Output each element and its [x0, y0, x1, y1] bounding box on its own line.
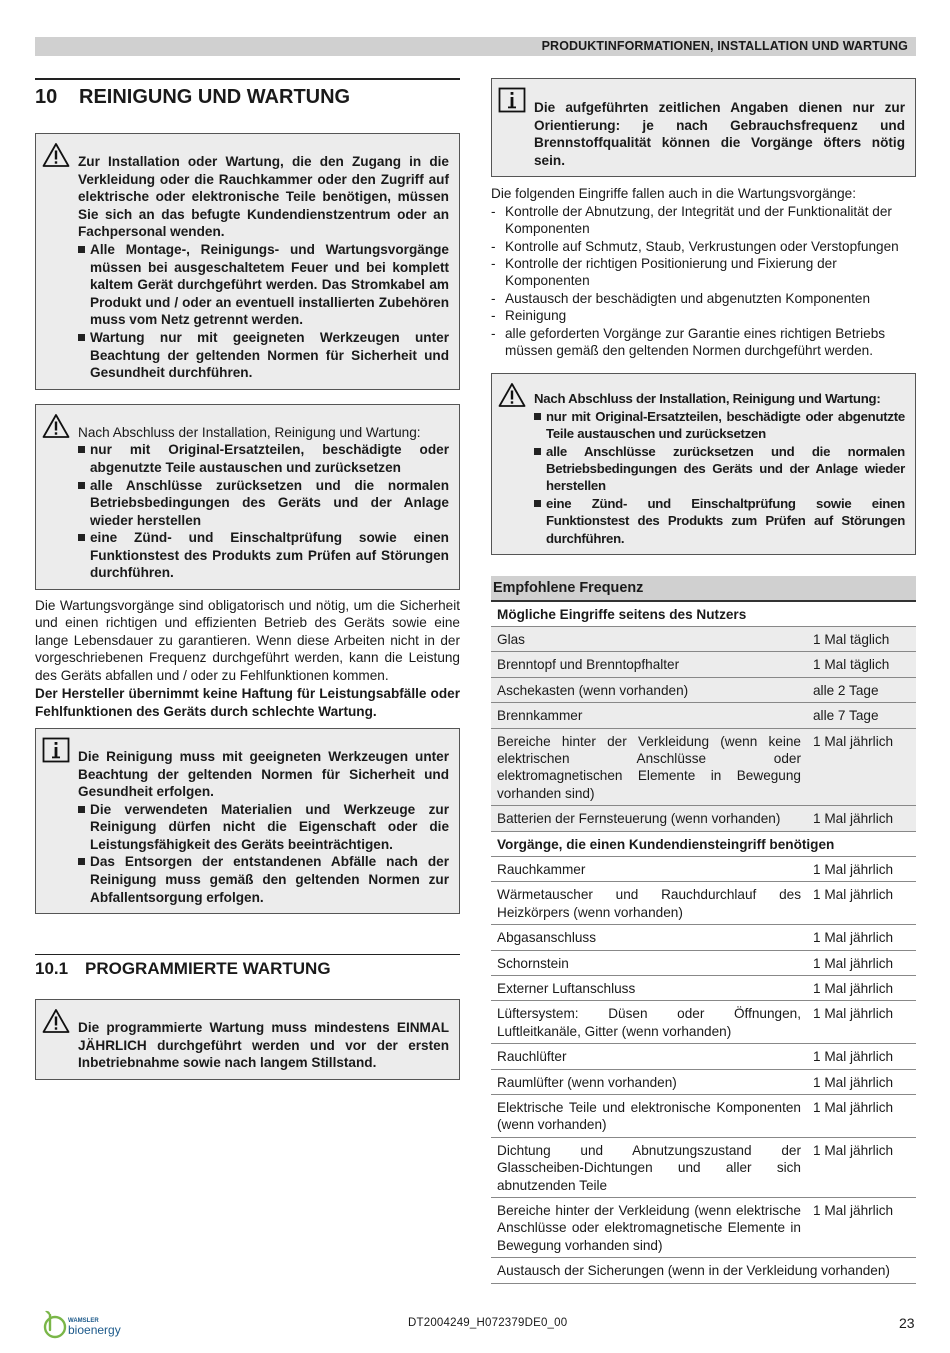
list-item: - Austausch der beschädigten und abgenutzten Komponenten [491, 290, 916, 307]
page-number: 23 [899, 1315, 915, 1331]
warning-icon [498, 382, 526, 408]
warning-intro: Nach Abschluss der Installation, Reinigung und Wartung: [78, 424, 421, 440]
table-row [491, 728, 916, 806]
subsection-heading [35, 954, 460, 979]
task-cell: Brennkammer [491, 703, 807, 728]
task-cell: Austausch der Sicherungen (wenn in der Verkleidung vorhanden) [491, 1258, 916, 1283]
task-cell: Raumlüfter (wenn vorhanden) [491, 1069, 807, 1094]
frequency-cell: 1 Mal jährlich [807, 976, 916, 1001]
task-cell: Elektrische Teile und elektronische Komponenten (wenn vorhanden) [491, 1095, 807, 1138]
logo-name: bioenergy [68, 1323, 121, 1337]
frequency-cell: alle 7 Tage [807, 703, 916, 728]
right-column [491, 78, 916, 1284]
warning-text: Die programmierte Wartung muss mindestens EINMAL JÄHRLICH durchgeführt werden und vor der ersten Inbetriebnahme sowie nach langem Stillstand. [78, 1020, 449, 1071]
warning-box [35, 133, 460, 390]
header-bar [35, 37, 916, 56]
warning-icon [42, 413, 70, 439]
table-row [491, 1258, 916, 1283]
table-group-heading: Vorgänge, die einen Kundendiensteingriff benötigen [491, 831, 916, 856]
list-item: nur mit Original-Ersatzteilen, beschädigte oder abgenutzte Teile austauschen und zurücksetzen [534, 408, 905, 443]
list-item: Die verwendeten Materialien und Werkzeuge zur Reinigung dürfen nicht die Eigenschaft oder die Leistungsfähigkeit des Geräts beeinträchtigen. [78, 801, 449, 854]
task-cell: Brenntopf und Brenntopfhalter [491, 652, 807, 677]
table-row [491, 677, 916, 702]
wamsler-bioenergy-logo [42, 1310, 132, 1340]
frequency-cell: 1 Mal jährlich [807, 925, 916, 950]
task-cell: Lüftersystem: Düsen oder Öffnungen, Luftleitkanäle, Gitter (wenn vorhanden) [491, 1001, 807, 1044]
warning-list [78, 241, 449, 382]
task-cell: Schornstein [491, 950, 807, 975]
warning-icon [42, 142, 70, 168]
maintenance-list [491, 203, 916, 360]
table-row [491, 703, 916, 728]
info-icon [42, 737, 70, 763]
frequency-cell: 1 Mal jährlich [807, 806, 916, 831]
task-cell: Glas [491, 626, 807, 651]
table-header: Empfohlene Frequenz [491, 576, 916, 600]
subsection-title: PROGRAMMIERTE WARTUNG [85, 959, 331, 979]
info-box [35, 728, 460, 914]
warning-icon [42, 1008, 70, 1034]
list-item: - Kontrolle der richtigen Positionierung und Fixierung der Komponenten [491, 255, 916, 290]
table-row [491, 950, 916, 975]
list-item: nur mit Original-Ersatzteilen, beschädigte oder abgenutzte Teile austauschen und zurücksetzen [78, 441, 449, 476]
table-row [491, 976, 916, 1001]
document-code: DT2004249_H072379DE0_00 [408, 1317, 568, 1329]
frequency-cell: 1 Mal jährlich [807, 1044, 916, 1069]
list-item: eine Zünd- und Einschaltprüfung sowie einen Funktionstest des Produkts zum Prüfen auf Störungen durchführen. [534, 495, 905, 547]
frequency-cell: 1 Mal jährlich [807, 1069, 916, 1094]
task-cell: Bereiche hinter der Verkleidung (wenn elektrische Anschlüsse oder elektromagnetische Elemente in Bewegung vorhanden sind) [491, 1198, 807, 1258]
table-row [491, 1001, 916, 1044]
list-intro: Die folgenden Eingriffe fallen auch in die Wartungsvorgänge: [491, 186, 856, 202]
liability-note: Der Hersteller übernimmt keine Haftung für Leistungsabfälle oder Fehlfunktionen des Geräts durch schlechte Wartung. [35, 686, 460, 719]
frequency-cell: 1 Mal täglich [807, 626, 916, 651]
maintenance-paragraph: Die Wartungsvorgänge sind obligatorisch und nötig, um die Sicherheit und einen richtigen und effizienten Betrieb des Geräts sowie eine lange Lebensdauer zu garantieren. Wenn diese Arbeiten nicht in der vorgeschriebenen Frequenz durchgeführt werden, kann die Leistung des Geräts abfallen und / oder zu Fehlfunktionen kommen. [35, 598, 460, 683]
task-cell: Wärmetauscher und Rauchdurchlauf des Heizkörpers (wenn vorhanden) [491, 882, 807, 925]
list-item: - Kontrolle der Abnutzung, der Integrität und der Funktionalität der Komponenten [491, 203, 916, 238]
task-cell: Aschekasten (wenn vorhanden) [491, 677, 807, 702]
list-item: Wartung nur mit geeigneten Werkzeugen unter Beachtung der geltenden Normen für Sicherheit und Gesundheit durchführen. [78, 329, 449, 382]
task-cell: Dichtung und Abnutzungszustand der Glasscheiben-Dichtungen und aller sich abnutzenden Teile [491, 1137, 807, 1197]
table-group-heading: Mögliche Eingriffe seitens des Nutzers [491, 601, 916, 627]
logo-brand: WAMSLER [68, 1318, 99, 1324]
table-row [491, 626, 916, 651]
frequency-cell: 1 Mal jährlich [807, 856, 916, 881]
table-row [491, 1069, 916, 1094]
subsection-number: 10.1 [35, 959, 69, 979]
list-item: - Kontrolle auf Schmutz, Staub, Verkrustungen oder Verstopfungen [491, 238, 916, 255]
frequency-cell: 1 Mal täglich [807, 652, 916, 677]
info-text: Die aufgeführten zeitlichen Angaben dienen nur zur Orientierung: je nach Gebrauchsfrequenz und Brennstoffqualität können die Vorgänge öfters nötig sein. [534, 100, 905, 168]
table-row [491, 652, 916, 677]
task-cell: Bereiche hinter der Verkleidung (wenn keine elektrischen Anschlüsse oder elektromagnetischen Elemente in Bewegung vorhanden sind) [491, 728, 807, 806]
frequency-cell: alle 2 Tage [807, 677, 916, 702]
frequency-cell: 1 Mal jährlich [807, 950, 916, 975]
warning-intro: Nach Abschluss der Installation, Reinigung und Wartung: [534, 391, 881, 407]
table-row [491, 1137, 916, 1197]
table-row [491, 1095, 916, 1138]
table-row [491, 882, 916, 925]
frequency-cell: 1 Mal jährlich [807, 1001, 916, 1044]
section-number: 10 [35, 86, 58, 108]
frequency-cell: 1 Mal jährlich [807, 728, 916, 806]
task-cell: Abgasanschluss [491, 925, 807, 950]
warning-box [35, 999, 460, 1080]
task-cell: Batterien der Fernsteuerung (wenn vorhanden) [491, 806, 807, 831]
warning-intro: Zur Installation oder Wartung, die den Zugang in die Verkleidung oder die Rauchkammer oder den Zugriff auf elektrische oder elektronische Teile benötigen, müssen Sie sich an das befugte Kundendienstzentrum oder an Fachpersonal wenden. [78, 154, 449, 240]
table-row [491, 1198, 916, 1258]
info-icon [498, 87, 526, 113]
warning-box [35, 404, 460, 590]
frequency-cell: 1 Mal jährlich [807, 1137, 916, 1197]
warning-list [534, 408, 905, 547]
list-item: - alle geforderten Vorgänge zur Garantie eines richtigen Betriebs müssen gemäß den geltenden Normen durchgeführt werden. [491, 325, 916, 360]
list-item: eine Zünd- und Einschaltprüfung sowie einen Funktionstest des Produkts zum Prüfen auf Störungen durchführen. [78, 529, 449, 582]
section-heading [35, 78, 460, 116]
info-box [491, 78, 916, 177]
info-list [78, 801, 449, 907]
table-row [491, 806, 916, 831]
table-row [491, 1044, 916, 1069]
list-item: Das Entsorgen der entstandenen Abfälle nach der Reinigung muss gemäß den geltenden Normen zur Abfallentsorgung erfolgen. [78, 853, 449, 906]
task-cell: Rauchlüfter [491, 1044, 807, 1069]
list-item: alle Anschlüsse zurücksetzen und die normalen Betriebsbedingungen des Geräts und der Anlage wieder herstellen [78, 477, 449, 530]
list-item: Alle Montage-, Reinigungs- und Wartungsvorgänge müssen bei ausgeschaltetem Feuer und bei komplett kaltem Gerät durchgeführt werden. Das Stromkabel am Produkt und / oder an eventuell installierten Zubehören muss vom Netz getrennt werden. [78, 241, 449, 329]
frequency-table [491, 576, 916, 1284]
info-intro: Die Reinigung muss mit geeigneten Werkzeugen unter Beachtung der geltenden Normen für Sicherheit und Gesundheit erfolgen. [78, 748, 449, 800]
header-title: PRODUKTINFORMATIONEN, INSTALLATION UND WARTUNG [541, 39, 908, 53]
warning-box [491, 373, 916, 555]
table-row [491, 925, 916, 950]
warning-list [78, 441, 449, 582]
table-row [491, 856, 916, 881]
frequency-cell: 1 Mal jährlich [807, 1095, 916, 1138]
task-cell: Externer Luftanschluss [491, 976, 807, 1001]
section-title: REINIGUNG UND WARTUNG [79, 86, 351, 108]
frequency-cell: 1 Mal jährlich [807, 1198, 916, 1258]
list-item: alle Anschlüsse zurücksetzen und die normalen Betriebsbedingungen des Geräts und der Anlage wieder herstellen [534, 443, 905, 495]
left-column [35, 78, 460, 1080]
task-cell: Rauchkammer [491, 856, 807, 881]
list-item: - Reinigung [491, 307, 916, 324]
frequency-cell: 1 Mal jährlich [807, 882, 916, 925]
